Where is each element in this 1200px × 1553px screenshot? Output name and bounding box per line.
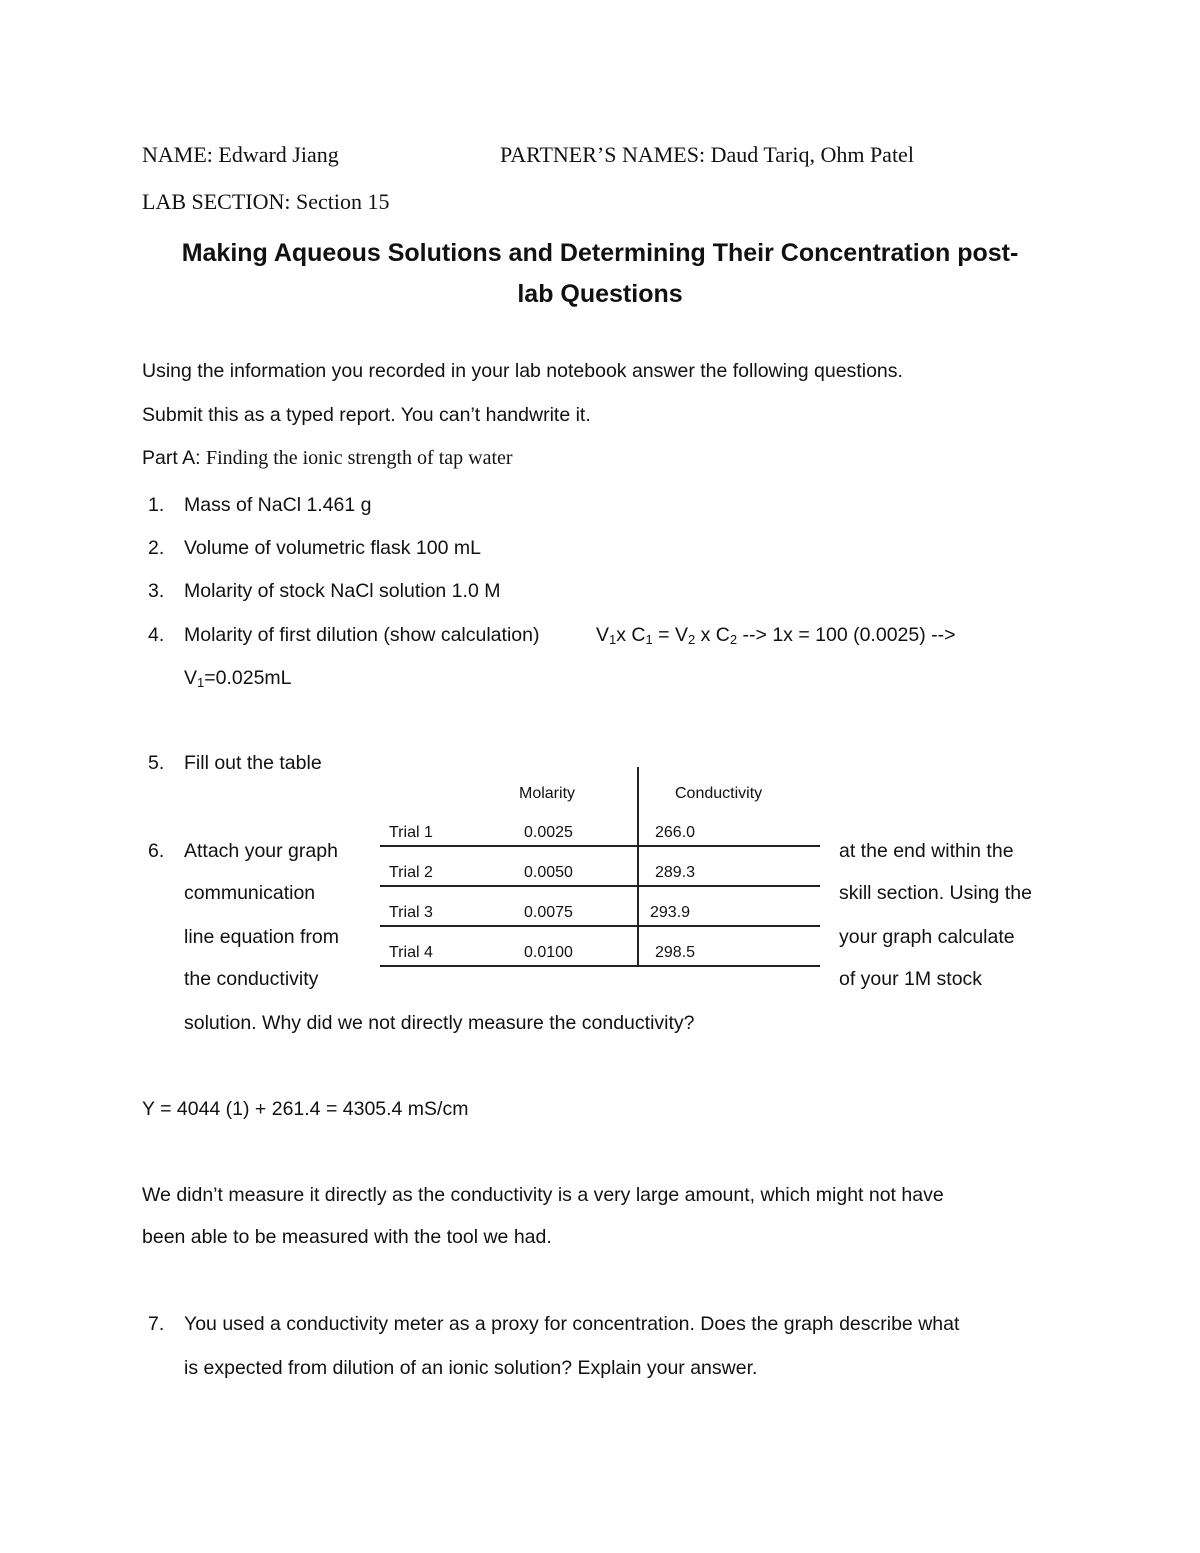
question-2-number: 2. [148, 537, 165, 559]
question-6-left-line-2: line equation from [184, 926, 340, 948]
table-rule [380, 925, 820, 927]
partner-names: PARTNER’S NAMES: Daud Tariq, Ohm Patel [500, 142, 914, 167]
trial-label: Trial 4 [389, 944, 433, 961]
question-6-left-line-1: communication [184, 882, 316, 904]
molarity-value: 0.0100 [524, 944, 573, 961]
conductivity-value: 289.3 [655, 864, 696, 881]
explanation-line-1: We didn’t measure it directly as the conductivity is a very large amount, which might not have [142, 1184, 944, 1206]
conductivity-value: 266.0 [655, 824, 696, 841]
question-5-text: Fill out the table [184, 752, 322, 774]
document-title-line-2: lab Questions [517, 280, 683, 308]
question-5-number: 5. [148, 752, 165, 774]
part-a-title: Finding the ionic strength of tap water [205, 447, 513, 469]
conductivity-value: 293.9 [650, 904, 691, 921]
question-3-number: 3. [148, 580, 165, 602]
trial-label: Trial 3 [389, 904, 433, 921]
question-6-right-line-2: skill section. Using the [839, 882, 1032, 904]
document-title-line-1: Making Aqueous Solutions and Determining Their Concentration post- [181, 239, 1019, 267]
question-4-text: Molarity of first dilution (show calculation) [184, 624, 540, 646]
lab-section: LAB SECTION: Section 15 [142, 189, 390, 214]
question-2-text: Volume of volumetric flask 100 mL [184, 537, 481, 559]
table-rule [380, 845, 820, 847]
question-6-right-line-3: your graph calculate [839, 926, 1015, 948]
molarity-value: 0.0075 [524, 904, 573, 921]
question-6-left-line-3: the conductivity [184, 968, 319, 990]
conductivity-calculation: Y = 4044 (1) + 261.4 = 4305.4 mS/cm [142, 1098, 469, 1120]
molarity-value: 0.0050 [524, 864, 573, 881]
conductivity-value: 298.5 [655, 944, 696, 961]
table-rule [380, 885, 820, 887]
trial-label: Trial 2 [389, 864, 433, 881]
explanation-line-2: been able to be measured with the tool we had. [142, 1226, 552, 1248]
question-6-right-line-1: at the end within the [839, 840, 1014, 862]
question-6-right-line-4: of your 1M stock [839, 968, 983, 990]
header-molarity: Molarity [519, 785, 576, 802]
dilution-result: $V_1=0.025mL$ [184, 667, 292, 690]
question-6-last-line: solution. Why did we not directly measure the conductivity? [184, 1012, 695, 1034]
part-a-heading [142, 447, 513, 470]
question-1-text: Mass of NaCl 1.461 g [184, 494, 372, 516]
dilution-equation: $V_1x$ $C_1 = V_2$ x $C_2$ --> 1x = 100 (0.0025) --> [596, 624, 956, 647]
question-1-number: 1. [148, 494, 165, 516]
question-7-number: 7. [148, 1313, 165, 1335]
trial-label: Trial 1 [389, 824, 433, 841]
student-name: NAME: Edward Jiang [142, 142, 339, 167]
intro-line-1: Using the information you recorded in your lab notebook answer the following questions. [142, 360, 903, 382]
header-conductivity: Conductivity [675, 785, 763, 802]
table-divider-vertical [637, 767, 639, 966]
question-3-text: Molarity of stock NaCl solution 1.0 M [184, 580, 501, 602]
part-a-label: Part A: [142, 447, 206, 469]
question-6-number: 6. [148, 840, 165, 862]
question-7-line-2: is expected from dilution of an ionic solution? Explain your answer. [184, 1357, 758, 1379]
molarity-value: 0.0025 [524, 824, 573, 841]
table-rule [380, 965, 820, 967]
question-4-number: 4. [148, 624, 165, 646]
question-7-text: You used a conductivity meter as a proxy for concentration. Does the graph describe what [184, 1313, 960, 1335]
question-6-text: Attach your graph [184, 840, 338, 862]
intro-line-2: Submit this as a typed report. You can’t handwrite it. [142, 404, 591, 426]
